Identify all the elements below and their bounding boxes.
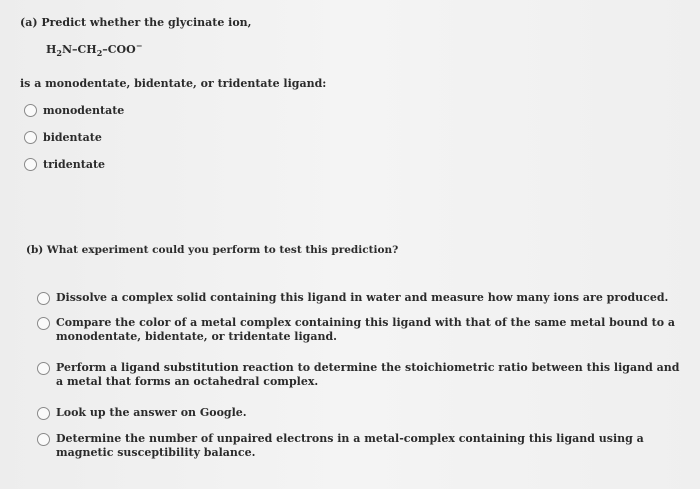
radio-button[interactable] (37, 317, 50, 330)
option-monodentate[interactable] (24, 104, 124, 118)
option-label: Perform a ligand substitution reaction to determine the stoichiometric ratio between this ligand and a metal that forms an octahedral complex. (56, 361, 680, 388)
option-label: Determine the number of unpaired electrons in a metal-complex containing this ligand using a magnetic susceptibility balance. (56, 432, 644, 459)
part-a-prompt: is a monodentate, bidentate, or tridentate ligand: (20, 77, 327, 90)
part-a-title: (a) Predict whether the glycinate ion, (20, 16, 252, 29)
formula-h: H (46, 43, 57, 56)
radio-button[interactable] (37, 433, 50, 446)
option-compare-color[interactable] (37, 316, 681, 344)
option-magnetic-susceptibility[interactable] (37, 432, 681, 460)
formula-nch: N–CH (61, 43, 97, 56)
option-label: tridentate (43, 158, 106, 171)
formula-coo: –COO (102, 43, 136, 56)
radio-button[interactable] (37, 362, 50, 375)
radio-button[interactable] (24, 158, 37, 171)
option-ligand-substitution[interactable] (37, 361, 681, 389)
formula-charge: − (135, 40, 143, 51)
option-label: Look up the answer on Google. (56, 406, 247, 419)
formula-sub-2: 2 (96, 48, 103, 59)
option-bidentate[interactable] (24, 131, 102, 145)
option-tridentate[interactable] (24, 158, 105, 172)
radio-button[interactable] (37, 407, 50, 420)
option-dissolve-measure-ions[interactable] (37, 291, 668, 305)
option-label: Dissolve a complex solid containing this ligand in water and measure how many ions are produced. (56, 291, 669, 304)
option-label: monodentate (43, 104, 125, 117)
part-b-title: (b) What experiment could you perform to test this prediction? (26, 244, 399, 256)
radio-button[interactable] (37, 292, 50, 305)
option-label: Compare the color of a metal complex containing this ligand with that of the same metal bound to a monodentate, bidentate, or tridentate ligand. (56, 316, 676, 343)
radio-button[interactable] (24, 104, 37, 117)
glycinate-formula (46, 40, 143, 59)
formula-sub-1: 2 (56, 48, 62, 59)
radio-button[interactable] (24, 131, 37, 144)
option-look-up-google[interactable] (37, 406, 247, 420)
option-label: bidentate (43, 131, 102, 144)
